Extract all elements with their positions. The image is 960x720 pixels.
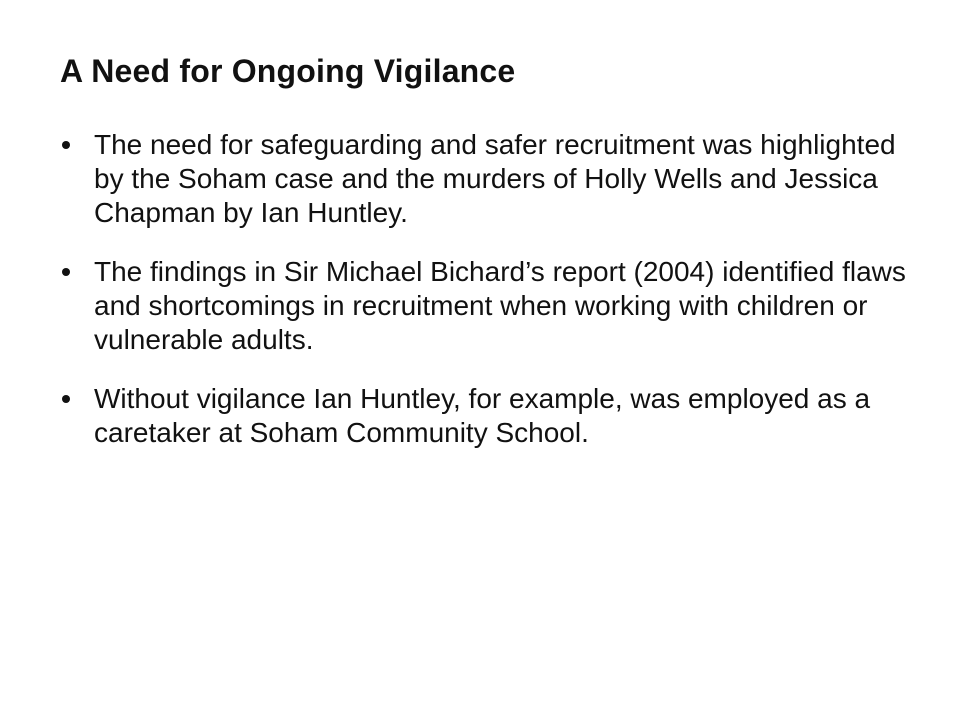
bullet-icon: [62, 395, 70, 403]
bullet-text: Without vigilance Ian Huntley, for example, was employed as a caretaker at Soham Community School.: [94, 383, 871, 448]
bullet-item: [60, 382, 910, 450]
bullet-icon: [62, 141, 70, 149]
bullet-icon: [62, 268, 70, 276]
bullet-list: [60, 128, 910, 475]
bullet-item: [60, 255, 910, 357]
slide-title: A Need for Ongoing Vigilance: [60, 53, 516, 89]
bullet-text: The need for safeguarding and safer recruitment was highlighted by the Soham case and the murders of Holly Wells and Jessica Chapman by Ian Huntley.: [94, 129, 896, 228]
bullet-item: [60, 128, 910, 230]
bullet-text: The findings in Sir Michael Bichard’s report (2004) identified flaws and shortcomings in recruitment when working with children or vulnerable adults.: [94, 256, 906, 355]
